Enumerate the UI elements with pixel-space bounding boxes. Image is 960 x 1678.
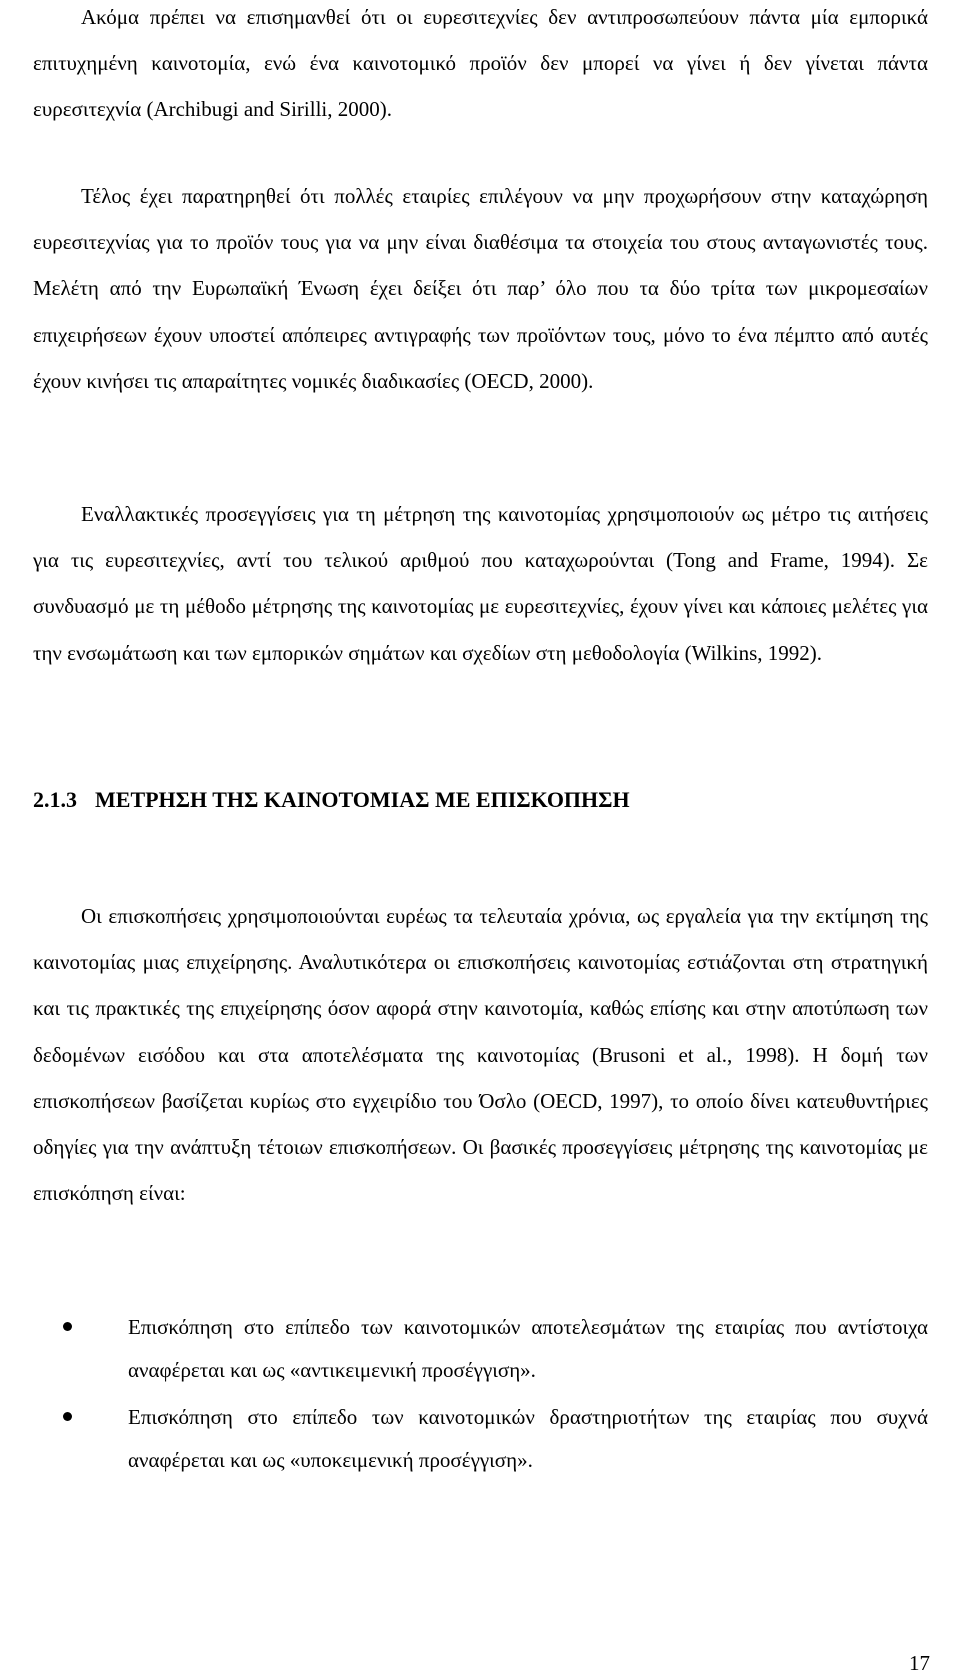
page-number: 17 [909, 1651, 930, 1675]
paragraph-patents-not-always-innovation: Ακόμα πρέπει να επισημανθεί ότι οι ευρεσιτεχνίες δεν αντιπροσωπεύουν πάντα μία εμπορικά επιτυχημένη καινοτομία, ενώ ένα καινοτομικό προϊόν δεν μπορεί να γίνει ή δεν γίνεται πάντα ευρεσιτεχνία (Archibugi and Sirilli, 2000). [33, 5, 928, 122]
list-item [33, 1306, 928, 1392]
paragraph-companies-avoid-registration: Τέλος έχει παρατηρηθεί ότι πολλές εταιρίες επιλέγουν να μην προχωρήσουν στην καταχώρηση ευρεσιτεχνίας για το προϊόν τους για να μην είναι διαθέσιμα τα στοιχεία του στους ανταγωνιστές τους. Μελέτη από την Ευρωπαϊκή Ένωση έχει δείξει ότι παρ’ όλο που τα δύο τρίτα των μικρομεσαίων επιχειρήσεων έχουν υποστεί απόπειρες αντιγραφής των προϊόντων τους, μόνο το ένα πέμπτο από αυτές έχουν κινήσει τις απαραίτητες νομικές διαδικασίες (OECD, 2000). [33, 184, 928, 393]
list-item [33, 1396, 928, 1482]
section-title: ΜΕΤΡΗΣΗ ΤΗΣ ΚΑΙΝΟΤΟΜΙΑΣ ΜΕ ΕΠΙΣΚΟΠΗΣΗ [95, 787, 630, 812]
section-heading [33, 787, 928, 813]
section-number: 2.1.3 [33, 787, 77, 812]
bullet-icon [63, 1322, 72, 1331]
survey-approaches-list [33, 1306, 928, 1486]
bullet-icon [63, 1412, 72, 1421]
paragraph-alternative-approaches: Εναλλακτικές προσεγγίσεις για τη μέτρηση της καινοτομίας χρησιμοποιούν ως μέτρο τις αιτήσεις για τις ευρεσιτεχνίες, αντί του τελικού αριθμού που καταχωρούνται (Tong and Frame, 1994). Σε συνδυασμό με τη μέθοδο μέτρησης της καινοτομίας με ευρεσιτεχνίες, έχουν γίνει και κάποιες μελέτες για την ενσωμάτωση και των εμπορικών σημάτων και σχεδίων στη μεθοδολογία (Wilkins, 1992). [33, 502, 928, 665]
list-item-text: Επισκόπηση στο επίπεδο των καινοτομικών δραστηριοτήτων της εταιρίας που συχνά αναφέρεται και ως «υποκειμενική προσέγγιση». [128, 1405, 928, 1472]
list-item-text: Επισκόπηση στο επίπεδο των καινοτομικών αποτελεσμάτων της εταιρίας που αντίστοιχα αναφέρεται και ως «αντικειμενική προσέγγιση». [128, 1315, 928, 1382]
paragraph-surveys: Οι επισκοπήσεις χρησιμοποιούνται ευρέως τα τελευταία χρόνια, ως εργαλεία για την εκτίμηση της καινοτομίας μιας επιχείρησης. Αναλυτικότερα οι επισκοπήσεις καινοτομίας εστιάζονται στη στρατηγική και τις πρακτικές της επιχείρησης όσον αφορά στην καινοτομία, καθώς επίσης και στην αποτύπωση των δεδομένων εισόδου και στα αποτελέσματα της καινοτομίας (Brusoni et al., 1998). Η δομή των επισκοπήσεων βασίζεται κυρίως στο εγχειρίδιο του Όσλο (OECD, 1997), το οποίο δίνει κατευθυντήριες οδηγίες για την ανάπτυξη τέτοιων επισκοπήσεων. Οι βασικές προσεγγίσεις μέτρησης της καινοτομίας με επισκόπηση είναι: [33, 904, 928, 1206]
